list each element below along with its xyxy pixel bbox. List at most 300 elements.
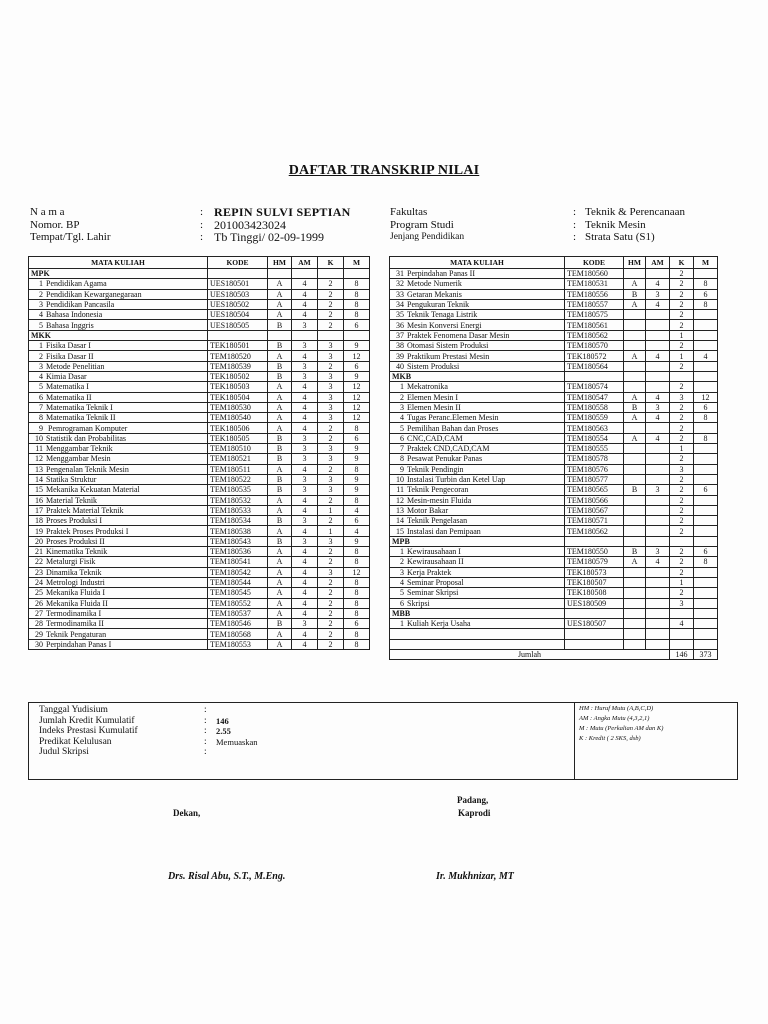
course-m: 4 <box>694 351 718 361</box>
course-name <box>29 588 208 598</box>
course-code: TEM180570 <box>565 341 624 351</box>
course-title: Kuliah Kerja Usaha <box>407 619 471 629</box>
fakultas-value: Teknik & Perencanaan <box>585 206 686 218</box>
course-row <box>29 474 370 484</box>
course-code: UES180503 <box>208 289 268 299</box>
course-hm: A <box>268 608 292 618</box>
course-k: 2 <box>318 598 344 608</box>
course-row <box>29 588 370 598</box>
course-hm: A <box>268 279 292 289</box>
course-name <box>29 516 208 526</box>
course-row <box>29 547 370 557</box>
course-row <box>29 454 370 464</box>
course-title: Teknik Pengecoran <box>407 485 469 495</box>
course-am <box>646 474 670 484</box>
course-number: 9 <box>39 423 43 433</box>
course-number: 6 <box>400 598 404 608</box>
course-hm: A <box>268 639 292 649</box>
course-am: 3 <box>292 341 318 351</box>
course-m: 9 <box>344 536 370 546</box>
course-m <box>694 567 718 577</box>
course-am <box>646 361 670 371</box>
course-title: Metode Numerik <box>407 279 462 289</box>
course-hm <box>624 444 646 454</box>
course-k: 2 <box>670 588 694 598</box>
course-m <box>694 341 718 351</box>
course-k: 3 <box>318 392 344 402</box>
course-k: 2 <box>670 402 694 412</box>
course-row <box>390 588 718 598</box>
course-code: TEK180503 <box>208 382 268 392</box>
course-number: 6 <box>400 433 404 443</box>
course-hm <box>624 495 646 505</box>
course-number: 13 <box>396 505 404 515</box>
course-am: 3 <box>292 444 318 454</box>
course-hm <box>624 474 646 484</box>
course-number: 3 <box>39 361 43 371</box>
course-title: Pemrograman Komputer <box>46 423 128 433</box>
course-title: Pendidikan Kewarganegaraan <box>46 289 142 299</box>
course-k: 3 <box>318 444 344 454</box>
course-code: TEM180575 <box>565 310 624 320</box>
course-k: 3 <box>318 485 344 495</box>
course-m: 9 <box>344 454 370 464</box>
colon: : <box>204 715 207 726</box>
course-am: 3 <box>292 536 318 546</box>
course-code: TEK180504 <box>208 392 268 402</box>
legend-item: AM : Angka Mutu (4,3,2,1) <box>579 715 650 722</box>
course-title: Pesawat Penukar Panas <box>407 454 483 464</box>
legend <box>574 703 736 779</box>
course-number: 10 <box>396 475 404 485</box>
course-row <box>29 444 370 454</box>
fakultas-label: Fakultas <box>390 206 428 218</box>
course-m <box>694 598 718 608</box>
course-name <box>390 330 565 340</box>
course-code: TEM180578 <box>565 454 624 464</box>
total-k: 146 <box>670 649 694 659</box>
course-k: 2 <box>670 279 694 289</box>
course-k: 2 <box>670 474 694 484</box>
course-m <box>694 526 718 536</box>
course-row <box>390 433 718 443</box>
course-code: TEM180546 <box>208 619 268 629</box>
course-title: Praktek Material Teknik <box>46 505 124 515</box>
course-row <box>29 413 370 423</box>
course-code: TEM180550 <box>565 547 624 557</box>
course-hm: A <box>268 547 292 557</box>
course-name <box>29 629 208 639</box>
course-k: 1 <box>670 351 694 361</box>
course-code: TEM180537 <box>208 608 268 618</box>
course-code: TEM180564 <box>565 361 624 371</box>
empty-cell <box>670 629 694 639</box>
course-m: 6 <box>694 289 718 299</box>
course-title: Dinamika Teknik <box>46 567 102 577</box>
course-title: Matematika II <box>46 392 92 402</box>
course-hm <box>624 516 646 526</box>
course-name <box>29 495 208 505</box>
course-hm: B <box>624 402 646 412</box>
course-title: Praktek Fenomena Dasar Mesin <box>407 330 510 340</box>
course-hm: A <box>268 310 292 320</box>
course-name <box>390 547 565 557</box>
course-k: 3 <box>318 474 344 484</box>
course-number: 6 <box>39 392 43 402</box>
course-name <box>390 361 565 371</box>
course-m <box>694 474 718 484</box>
course-am: 4 <box>292 557 318 567</box>
course-name <box>29 351 208 361</box>
course-title: Kimia Dasar <box>46 372 87 382</box>
legend-item: HM : Huruf Mutu (A,B,C,D) <box>579 705 654 712</box>
course-number: 8 <box>400 454 404 464</box>
course-name <box>390 444 565 454</box>
empty-cell <box>344 269 370 279</box>
course-row <box>390 516 718 526</box>
course-hm: A <box>268 392 292 402</box>
course-am: 4 <box>292 639 318 649</box>
blank-row <box>390 639 718 649</box>
course-k: 2 <box>318 279 344 289</box>
course-number: 29 <box>35 629 43 639</box>
empty-cell <box>646 639 670 649</box>
course-am: 3 <box>292 516 318 526</box>
course-row <box>29 289 370 299</box>
page-title: DAFTAR TRANSKRIP NILAI <box>288 163 480 178</box>
empty-cell <box>670 536 694 546</box>
course-k: 3 <box>670 464 694 474</box>
course-k: 2 <box>670 567 694 577</box>
course-number: 21 <box>35 547 43 557</box>
empty-cell <box>208 330 268 340</box>
course-am <box>646 269 670 279</box>
course-am: 4 <box>292 310 318 320</box>
course-row <box>29 310 370 320</box>
empty-cell <box>694 608 718 618</box>
course-k: 2 <box>670 361 694 371</box>
course-name <box>29 619 208 629</box>
course-am <box>646 320 670 330</box>
course-k: 3 <box>318 351 344 361</box>
empty-cell <box>268 330 292 340</box>
course-am <box>646 310 670 320</box>
course-name <box>390 392 565 402</box>
course-m: 8 <box>694 279 718 289</box>
total-row <box>390 649 718 659</box>
course-code: TEM180553 <box>208 639 268 649</box>
course-code: TEM180561 <box>565 320 624 330</box>
course-row <box>29 629 370 639</box>
course-m: 8 <box>344 547 370 557</box>
course-code: TEM180566 <box>565 495 624 505</box>
course-row <box>29 577 370 587</box>
course-name <box>390 351 565 361</box>
course-row <box>29 516 370 526</box>
course-hm: A <box>268 629 292 639</box>
course-code: TEM180579 <box>565 557 624 567</box>
signature-left-role: Dekan, <box>173 808 201 818</box>
course-hm: A <box>268 567 292 577</box>
course-row <box>390 444 718 454</box>
course-am: 4 <box>646 299 670 309</box>
header-am: AM <box>646 257 670 269</box>
course-am: 4 <box>646 279 670 289</box>
course-row <box>390 547 718 557</box>
course-m: 6 <box>694 402 718 412</box>
course-k: 2 <box>670 299 694 309</box>
section-row <box>390 371 718 381</box>
course-am: 4 <box>292 279 318 289</box>
signature-right-name: Ir. Mukhnizar, MT <box>436 871 514 882</box>
course-row <box>29 361 370 371</box>
course-row <box>29 505 370 515</box>
course-m <box>694 310 718 320</box>
course-row <box>390 361 718 371</box>
course-k: 2 <box>318 361 344 371</box>
course-row <box>390 557 718 567</box>
course-row <box>29 619 370 629</box>
course-number: 34 <box>396 300 404 310</box>
course-title: Seminar Proposal <box>407 578 464 588</box>
student-info <box>30 206 351 244</box>
course-title: Matematika Teknik I <box>46 403 113 412</box>
course-title: Getaran Mekanis <box>407 289 462 299</box>
kredit-value: 146 <box>216 715 229 726</box>
course-name <box>29 444 208 454</box>
empty-cell <box>208 269 268 279</box>
course-am: 4 <box>292 577 318 587</box>
course-m: 8 <box>694 299 718 309</box>
course-number: 15 <box>396 526 404 536</box>
header-mata-kuliah: MATA KULIAH <box>29 257 208 269</box>
course-name <box>29 608 208 618</box>
course-title: Perpindahan Panas II <box>407 269 475 279</box>
course-k: 2 <box>670 269 694 279</box>
empty-cell <box>646 536 670 546</box>
course-m <box>694 516 718 526</box>
course-title: Menggambar Mesin <box>46 454 111 464</box>
course-title: Teknik Pengelasan <box>407 516 468 526</box>
course-code: TEM180538 <box>208 526 268 536</box>
course-k: 2 <box>670 289 694 299</box>
course-k: 2 <box>318 320 344 330</box>
course-am: 4 <box>292 382 318 392</box>
course-title: Sistem Produksi <box>407 361 460 371</box>
course-title: Elemen Mesin I <box>407 392 459 402</box>
course-am: 4 <box>292 423 318 433</box>
ttl-label: Tempat/Tgl. Lahir <box>30 231 111 243</box>
course-k: 1 <box>318 526 344 536</box>
course-row <box>390 423 718 433</box>
course-code: TEM180532 <box>208 495 268 505</box>
course-number: 10 <box>35 433 43 443</box>
course-code: TEK180508 <box>565 588 624 598</box>
course-am <box>646 516 670 526</box>
course-number: 11 <box>35 444 43 454</box>
empty-cell <box>565 629 624 639</box>
course-title: Mekatronika <box>407 382 448 392</box>
course-am: 3 <box>292 371 318 381</box>
course-hm: B <box>268 536 292 546</box>
course-hm <box>624 423 646 433</box>
course-number: 3 <box>400 403 404 412</box>
course-name <box>29 557 208 567</box>
course-title: Bahasa Indonesia <box>46 310 103 320</box>
course-code: TEM180534 <box>208 516 268 526</box>
course-name <box>29 567 208 577</box>
course-hm: A <box>624 279 646 289</box>
course-k: 3 <box>318 382 344 392</box>
course-hm: A <box>268 299 292 309</box>
course-row <box>29 392 370 402</box>
course-k: 2 <box>670 320 694 330</box>
course-code: TEM180540 <box>208 413 268 423</box>
course-hm <box>624 269 646 279</box>
course-name <box>390 320 565 330</box>
course-am: 3 <box>646 547 670 557</box>
course-code: TEM180565 <box>565 485 624 495</box>
ipk-value: 2.55 <box>216 726 231 736</box>
course-am <box>646 598 670 608</box>
course-code: UES180502 <box>208 299 268 309</box>
course-number: 17 <box>35 505 43 515</box>
empty-cell <box>318 269 344 279</box>
empty-cell <box>318 330 344 340</box>
course-title: CNC,CAD,CAM <box>407 433 463 443</box>
judul-label: Judul Skripsi <box>39 747 89 757</box>
course-am <box>646 577 670 587</box>
course-title: Proses Produksi I <box>46 516 103 526</box>
course-k: 2 <box>670 413 694 423</box>
course-m: 9 <box>344 341 370 351</box>
course-number: 38 <box>396 341 404 351</box>
course-am <box>646 526 670 536</box>
course-m: 8 <box>694 413 718 423</box>
course-m <box>694 577 718 587</box>
course-hm: A <box>624 413 646 423</box>
course-am: 4 <box>646 392 670 402</box>
course-code: TEM180556 <box>565 289 624 299</box>
colon: : <box>204 726 207 736</box>
course-name <box>29 279 208 289</box>
course-name <box>390 485 565 495</box>
course-hm: A <box>268 464 292 474</box>
course-hm: B <box>268 619 292 629</box>
colon: : <box>573 231 577 243</box>
course-hm <box>624 382 646 392</box>
course-hm: A <box>624 351 646 361</box>
course-number: 11 <box>396 485 404 495</box>
course-k: 2 <box>670 433 694 443</box>
course-title: Menggambar Teknik <box>46 444 113 454</box>
colon: : <box>204 705 207 715</box>
course-k: 2 <box>670 505 694 515</box>
course-hm: A <box>268 289 292 299</box>
course-code: TEM180559 <box>565 413 624 423</box>
course-am: 4 <box>292 351 318 361</box>
header-kode: KODE <box>208 257 268 269</box>
course-code: TEM180562 <box>565 526 624 536</box>
prodi-value: Teknik Mesin <box>585 218 646 231</box>
course-name <box>390 495 565 505</box>
course-code: TEM180520 <box>208 351 268 361</box>
course-code: TEM180555 <box>565 444 624 454</box>
course-number: 4 <box>39 310 43 320</box>
course-am <box>646 330 670 340</box>
empty-cell <box>565 536 624 546</box>
legend-item: M : Mutu (Perkalian AM dan K) <box>579 725 664 732</box>
course-title: Mesin-mesin Fluida <box>407 495 472 505</box>
course-number: 32 <box>396 279 404 289</box>
course-am: 3 <box>292 474 318 484</box>
course-m: 12 <box>344 402 370 412</box>
course-code: TEK180506 <box>208 423 268 433</box>
course-am: 3 <box>292 454 318 464</box>
course-k: 2 <box>670 310 694 320</box>
course-name <box>390 341 565 351</box>
course-row <box>390 382 718 392</box>
course-name <box>29 320 208 330</box>
empty-cell <box>624 639 646 649</box>
course-title: Metode Penelitian <box>46 361 105 371</box>
course-name <box>29 598 208 608</box>
course-title: Material Teknik <box>46 495 98 505</box>
course-am: 4 <box>292 289 318 299</box>
course-k: 2 <box>318 608 344 618</box>
course-title: Teknik Pengaturan <box>46 629 107 639</box>
course-k: 2 <box>318 310 344 320</box>
course-m: 6 <box>344 361 370 371</box>
course-code: UES180505 <box>208 320 268 330</box>
course-m <box>694 382 718 392</box>
course-am <box>646 464 670 474</box>
course-code: TEM180522 <box>208 474 268 484</box>
course-title: Mekanika Kekuatan Material <box>46 485 140 495</box>
header-hm: HM <box>268 257 292 269</box>
course-code: TEM180530 <box>208 402 268 412</box>
course-m: 8 <box>344 588 370 598</box>
course-code: TEM180521 <box>208 454 268 464</box>
course-code: TEM180577 <box>565 474 624 484</box>
course-row <box>29 279 370 289</box>
course-row <box>390 464 718 474</box>
predikat-label: Predikat Kelulusan <box>39 736 112 747</box>
course-name <box>390 402 565 412</box>
student-ttl: Tb Tinggi/ 02-09-1999 <box>214 230 325 244</box>
course-code: TEM180531 <box>565 279 624 289</box>
course-k: 2 <box>318 557 344 567</box>
course-code: TEK180502 <box>208 371 268 381</box>
header-mata-kuliah: MATA KULIAH <box>390 257 565 269</box>
course-code: TEM180557 <box>565 299 624 309</box>
course-name <box>29 423 208 433</box>
course-m: 6 <box>344 433 370 443</box>
total-m: 373 <box>694 649 718 659</box>
course-name <box>29 310 208 320</box>
course-am: 4 <box>292 608 318 618</box>
course-hm: B <box>268 341 292 351</box>
empty-cell <box>646 629 670 639</box>
course-number: 37 <box>396 330 404 340</box>
course-name <box>390 299 565 309</box>
course-m: 8 <box>344 289 370 299</box>
course-m: 6 <box>344 619 370 629</box>
course-title: Praktek Proses Produksi I <box>46 526 129 536</box>
course-am <box>646 454 670 464</box>
course-am <box>646 382 670 392</box>
course-m <box>694 423 718 433</box>
